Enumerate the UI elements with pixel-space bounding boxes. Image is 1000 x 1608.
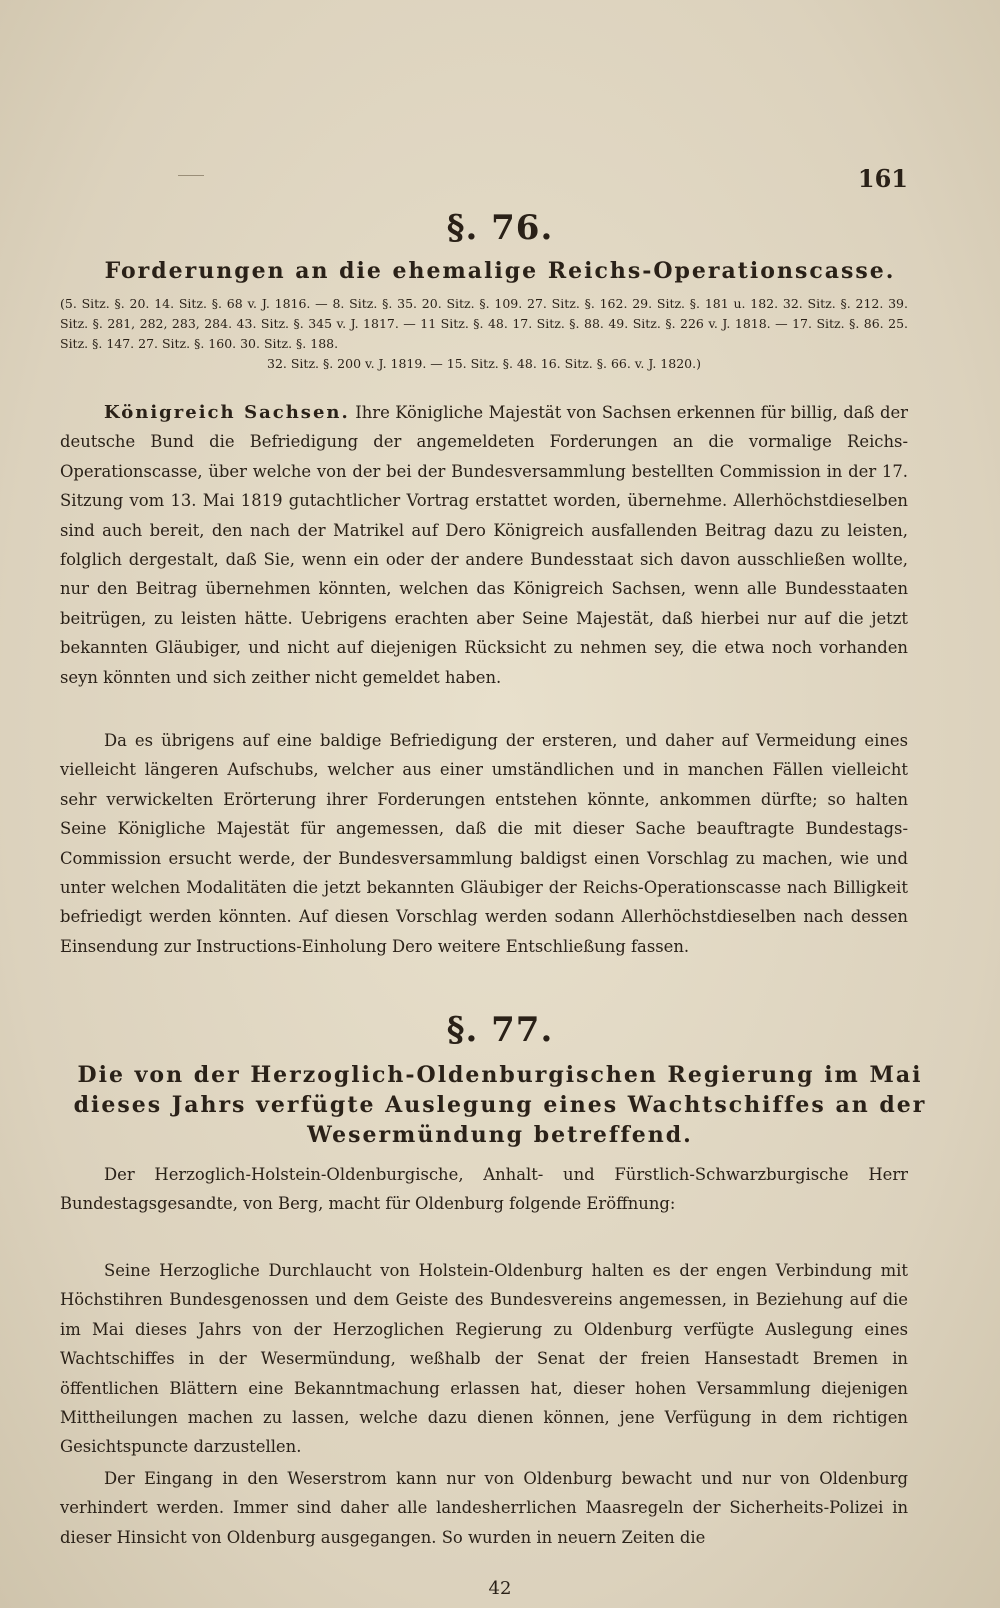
section-76-paragraph-1 — [60, 398, 908, 692]
section-77-heading: §. 77. — [446, 1010, 554, 1050]
reference-line-last: 32. Sitz. §. 200 v. J. 1819. — 15. Sitz. §. 48. 16. Sitz. §. 66. v. J. 1820.) — [267, 356, 701, 371]
signature-mark: 42 — [488, 1578, 512, 1599]
page-number: 161 — [857, 164, 908, 193]
section-77-title: Die von der Herzoglich-Oldenburgischen Regierung im Mai dieses Jahrs verfügte Auslegung eines Wachtschiffes an der Wesermündung betreffend. — [73, 1062, 927, 1148]
section-77-paragraph-2: Seine Herzogliche Durchlaucht von Holstein-Oldenburg halten es der engen Verbindung mit Höchstihren Bundesgenossen und dem Geiste des Bundesvereins angemessen, in Beziehung auf die im Mai dieses Jahrs von der Herzoglichen Regierung zu Oldenburg verfügte Auslegung eines Wachtschiffes in der Wesermündung, weßhalb der Senat der freien Hansestadt Bremen in öffentlichen Blättern eine Bekanntmachung erlassen hat, dieser hohen Versammlung diejenigen Mittheilungen machen zu lassen, welche dazu dienen können, jene Verfügung in dem richtigen Gesichtspuncte darzustellen. — [60, 1261, 908, 1457]
paragraph-text: Ihre Königliche Majestät von Sachsen erkennen für billig, daß der deutsche Bund die Befriedigung der angemeldeten Forderungen an die vormalige Reichs-Operationscasse, über welche von der bei der Bundesversammlung bestellten Commission in der 17. Sitzung vom 13. Mai 1819 gutachtlicher Vortrag erstattet worden, übernehme. Allerhöchstdieselben sind auch bereit, den nach der Matrikel auf Dero Königreich ausfallenden Beitrag dazu zu leisten, folglich dergestalt, daß Sie, wenn ein oder der andere Bundesstaat sich davon ausschließen wollte, nur den Beitrag übernehmen könnten, welchen das Königreich Sachsen, wenn alle Bundesstaaten beitrügen, zu leisten hätte. Uebrigens erachten aber Seine Majestät, daß hierbei nur auf die jetzt bekannten Gläubiger, und nicht auf diejenigen Rücksicht zu nehmen sey, die etwa noch vorhanden seyn könnten und sich zeither nicht gemeldet haben. — [60, 403, 908, 687]
section-77-paragraph-1: Der Herzoglich-Holstein-Oldenburgische, Anhalt- und Fürstlich-Schwarzburgische Herr Bundestagsgesandte, von Berg, macht für Oldenburg folgende Eröffnung: — [60, 1165, 908, 1214]
section-76-heading: §. 76. — [446, 208, 554, 248]
section-77-paragraph-3: Der Eingang in den Weserstrom kann nur von Oldenburg bewacht und nur von Oldenburg verhindert werden. Immer sind daher alle landesherrlichen Maasregeln der Sicherheits-Polizei in dieser Hinsicht von Oldenburg ausgegangen. So wurden in neuern Zeiten die — [60, 1469, 908, 1547]
smudge-mark — [178, 175, 204, 176]
section-76-title: Forderungen an die ehemalige Reichs-Operationscasse. — [104, 258, 896, 284]
section-76-references — [60, 294, 908, 374]
section-76-paragraph-2: Da es übrigens auf eine baldige Befriedigung der ersteren, und daher auf Vermeidung eines vielleicht längeren Aufschubs, welcher aus einer umständlichen und in manchen Fällen vielleicht sehr verwickelten Erörterung ihrer Forderungen entstehen könnte, ankommen dürfte; so halten Seine Königliche Majestät für angemessen, daß die mit dieser Sache beauftragte Bundestags-Commission ersucht werde, der Bundesversammlung baldigst einen Vorschlag zu machen, wie und unter welchen Modalitäten die jetzt bekannten Gläubiger der Reichs-Operationscasse nach Billigkeit befriedigt werden könnten. Auf diesen Vorschlag werden sodann Allerhöchstdieselben nach dessen Einsendung zur Instructions-Einholung Dero weitere Entschließung fassen. — [60, 731, 908, 956]
reference-line: (5. Sitz. §. 20. 14. Sitz. §. 68 v. J. 1816. — 8. Sitz. §. 35. 20. Sitz. §. 109. 27. Sitz. §. 162. 29. Sitz. §. 181 u. 182. 32. Sitz. §. 212. 39. Sitz. §. 281, 282, 283, 284. 43. Sitz. §. 345 v. J. 1817. — 11 Sitz. §. 48. 17. Sitz. §. 88. 49. Sitz. §. 226 v. J. 1818. — 17. Sitz. §. 86. 25. Sitz. §. 147. 27. Sitz. §. 160. 30. Sitz. §. 188. — [60, 296, 908, 351]
state-name: Königreich Sachsen. — [104, 402, 350, 423]
